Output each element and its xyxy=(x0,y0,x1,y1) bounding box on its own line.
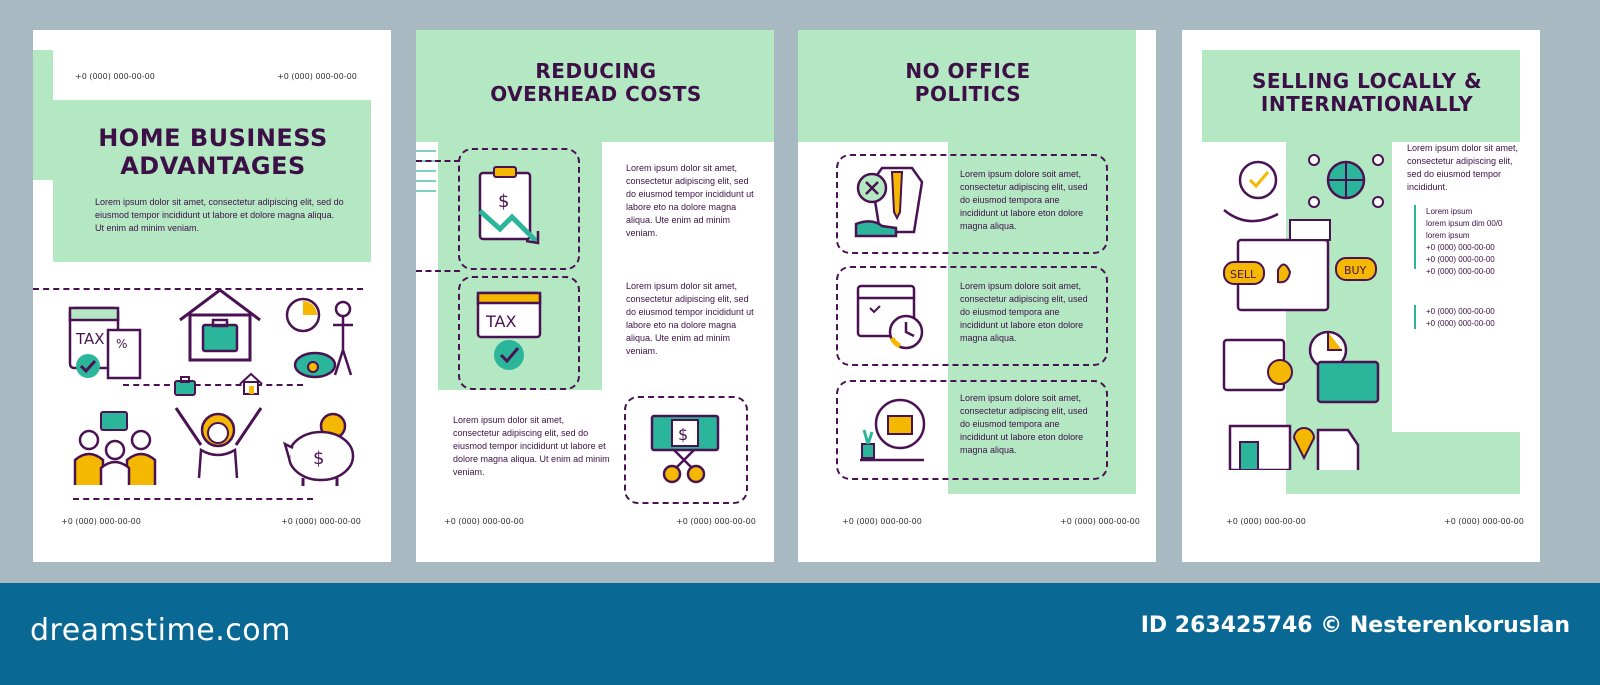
svg-text:BUY: BUY xyxy=(1344,264,1367,277)
contact-list-1 xyxy=(1426,206,1502,278)
list-line: +0 (000) 000-00-00 xyxy=(1426,307,1495,316)
page-title: NO OFFICE POLITICS xyxy=(905,59,1031,106)
text-block-2: Lorem ipsum dolor sit amet, consectetur adipiscing elit, sed do eiusmod tempor incididunt ut labore eto na dolore magna aliqua. Ute enim ad minim veniam. xyxy=(626,281,754,357)
phone-top-left: +0 (000) 000-00-00 xyxy=(75,72,155,81)
small-house-icon xyxy=(238,372,264,396)
dashed-connector xyxy=(416,160,460,162)
text-block-3: Lorem ipsum dolor sit amet, consectetur adipiscing elit, sed do eiusmod tempor incididunt ut labore et dolore magna aliqua. Ut enim ad minim veniam. xyxy=(453,415,610,478)
brochure-page-2 xyxy=(416,30,774,562)
home-workspace-icon xyxy=(854,390,934,470)
green-side-band xyxy=(33,50,53,180)
list-line: +0 (000) 000-00-00 xyxy=(1426,319,1495,328)
list-line: +0 (000) 000-00-00 xyxy=(1426,267,1495,276)
list-line: lorem ipsum xyxy=(1426,231,1470,240)
dashed-connector xyxy=(123,384,303,386)
phone-bottom-left: +0 (000) 000-00-00 xyxy=(842,517,922,526)
phone-top-right: +0 (000) 000-00-00 xyxy=(277,72,357,81)
brochure-page-3 xyxy=(798,30,1156,562)
phone-bottom-right: +0 (000) 000-00-00 xyxy=(281,517,361,526)
phone-bottom-left: +0 (000) 000-00-00 xyxy=(61,517,141,526)
page-title: HOME BUSINESS ADVANTAGES xyxy=(98,124,328,180)
brochure-page-4 xyxy=(1182,30,1540,562)
home-office-icon xyxy=(175,285,265,365)
list-line: lorem ipsum dim 00/0 xyxy=(1426,219,1503,228)
text-block-1: Lorem ipsum dolor sit amet, consectetur adipiscing elit, sed do eiusmod tempor incididunt ut labore eto na dolore magna aliqua. Ute enim ad minim veniam. xyxy=(626,163,754,239)
cost-reduction-icon xyxy=(476,165,556,250)
dress-code-icon xyxy=(852,162,932,242)
contact-list-2 xyxy=(1426,306,1495,330)
cleaning-icon xyxy=(283,295,373,385)
watermark-footer xyxy=(0,583,1600,685)
dashed-connector xyxy=(73,498,313,500)
dashed-connector xyxy=(416,270,460,272)
svg-text:SELL: SELL xyxy=(1230,268,1257,281)
intro-text: Lorem ipsum dolor sit amet, consectetur adipiscing elit, sed do eiusmod tempor incididunt. xyxy=(1407,143,1519,193)
list-accent-bar xyxy=(1414,205,1416,269)
tax-icon xyxy=(474,285,554,375)
decor-stripes xyxy=(416,150,436,200)
brochure-page-1 xyxy=(33,30,391,562)
stripe-line xyxy=(416,180,436,182)
piggy-bank-icon xyxy=(283,408,363,488)
text-block-3: Lorem ipsum dolore soit amet, consectetur adipiscing elit, used do eiusmod tempora ane incididunt ut labore eton dolore magna aliqua. xyxy=(960,393,1088,456)
stripe-line xyxy=(416,150,436,152)
stripe-line xyxy=(416,190,436,192)
list-line: Lorem ipsum xyxy=(1426,207,1473,216)
stripe-line xyxy=(416,170,436,172)
svg-text:$: $ xyxy=(678,425,689,444)
svg-text:$: $ xyxy=(313,448,325,469)
team-icon xyxy=(73,410,158,490)
phone-bottom-right: +0 (000) 000-00-00 xyxy=(1060,517,1140,526)
svg-text:%: % xyxy=(116,337,128,351)
svg-text:TAX: TAX xyxy=(486,312,517,331)
svg-text:TAX: TAX xyxy=(76,330,105,348)
list-line: +0 (000) 000-00-00 xyxy=(1426,243,1495,252)
tax-calendar-icon xyxy=(68,300,148,385)
page-title: SELLING LOCALLY & INTERNATIONALLY xyxy=(1251,69,1483,116)
svg-text:$: $ xyxy=(498,191,510,212)
brand-logo: dreamstime.com xyxy=(30,613,291,648)
text-block-1: Lorem ipsum dolore soit amet, consectetur adipiscing elit, used do eiusmod tempora ane incididunt ut labore eton dolore magna aliqua. xyxy=(960,169,1088,232)
happy-person-icon xyxy=(171,400,266,480)
phone-bottom-left: +0 (000) 000-00-00 xyxy=(444,517,524,526)
text-block-2: Lorem ipsum dolore soit amet, consectetur adipiscing elit, used do eiusmod tempora ane incididunt ut labore eton dolore magna aliqua. xyxy=(960,281,1088,344)
global-selling-icon xyxy=(1218,150,1398,470)
list-accent-bar xyxy=(1414,305,1416,329)
schedule-clock-icon xyxy=(852,278,932,358)
image-credit: ID 263425746 © Nesterenkoruslan xyxy=(1140,613,1570,638)
intro-text: Lorem ipsum dolor sit amet, consectetur adipiscing elit, sed do eiusmod tempor incididunt ut labore et dolore magna aliqua. Ut enim ad minim veniam. xyxy=(95,197,344,234)
phone-bottom-right: +0 (000) 000-00-00 xyxy=(676,517,756,526)
list-line: +0 (000) 000-00-00 xyxy=(1426,255,1495,264)
money-scissors-icon xyxy=(646,410,726,490)
phone-bottom-right: +0 (000) 000-00-00 xyxy=(1444,517,1524,526)
page-title: REDUCING OVERHEAD COSTS xyxy=(490,59,702,106)
briefcase-icon xyxy=(173,375,197,397)
phone-bottom-left: +0 (000) 000-00-00 xyxy=(1226,517,1306,526)
